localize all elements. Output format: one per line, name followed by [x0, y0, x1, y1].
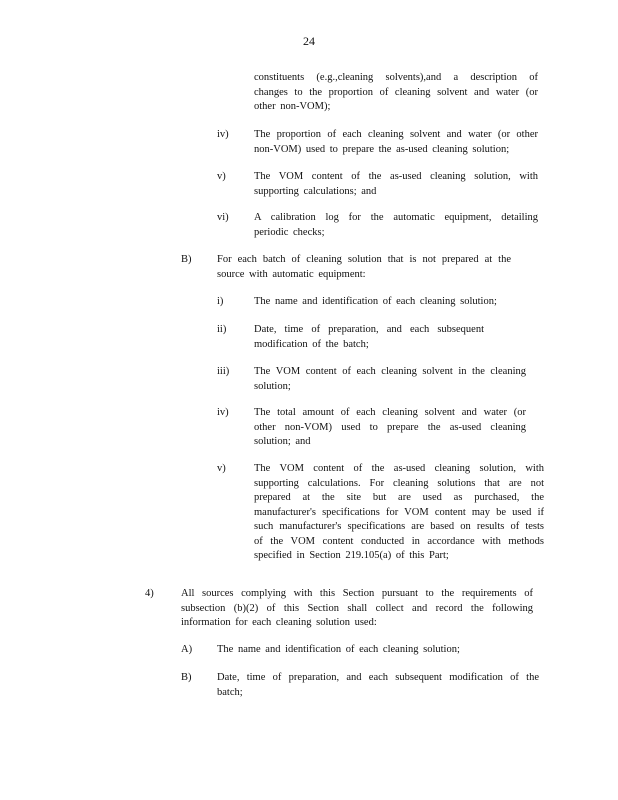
list-item-marker: iii) — [217, 366, 230, 377]
list-item-text: The VOM content of the as-used cleaning solution, with supporting calculations; and — [254, 171, 538, 197]
list-item-marker: v) — [217, 171, 226, 182]
list-item-marker: vi) — [217, 212, 229, 223]
section-b-text: For each batch of cleaning solution that is not prepared at the source with automatic equipment: — [217, 254, 511, 280]
list-item-text: Date, time of preparation, and each subsequent modification of the batch; — [254, 324, 484, 350]
list-item-text: The VOM content of each cleaning solvent in the cleaning solution; — [254, 366, 526, 392]
continuation-paragraph: constituents (e.g.,cleaning solvents),and a description of changes to the proportion of cleaning solvent and water (or other non-VOM); — [254, 72, 538, 112]
list-item-text: A calibration log for the automatic equipment, detailing periodic checks; — [254, 212, 538, 238]
list-item-text: The total amount of each cleaning solvent and water (or other non-VOM) used to prepare the as-used cleaning solution; and — [254, 407, 526, 447]
list-item-text: The name and identification of each cleaning solution; — [217, 644, 460, 655]
page-number: 24 — [303, 34, 315, 48]
list-item-marker: ii) — [217, 324, 227, 335]
list-item-text: Date, time of preparation, and each subsequent modification of the batch; — [217, 672, 539, 698]
list-item-text: The name and identification of each cleaning solution; — [254, 296, 497, 307]
list-item-text: The proportion of each cleaning solvent and water (or other non-VOM) used to prepare the as-used cleaning solution; — [254, 129, 538, 155]
list-item-marker: iv) — [217, 407, 229, 418]
list-item-text: The VOM content of the as-used cleaning solution, with supporting calculations. For cleaning solutions that are not prepared at the site but are used as purchased, the manufacturer's specifications for VOM content may be used if such manufacturer's specifications are based on results of tests of the VOM content conducted in accordance with methods specified in Section 219.105(a) of this Part; — [254, 463, 544, 561]
list-item-marker: iv) — [217, 129, 229, 140]
item-4-marker: 4) — [145, 588, 154, 599]
list-item-marker: A) — [181, 644, 193, 655]
list-item-marker: i) — [217, 296, 224, 307]
list-item-marker: v) — [217, 463, 226, 474]
section-b-marker: B) — [181, 254, 192, 265]
item-4-text: All sources complying with this Section pursuant to the requirements of subsection (b)(2) of this Section shall collect and record the following information for each cleaning solution used: — [181, 588, 533, 628]
list-item-marker: B) — [181, 672, 192, 683]
